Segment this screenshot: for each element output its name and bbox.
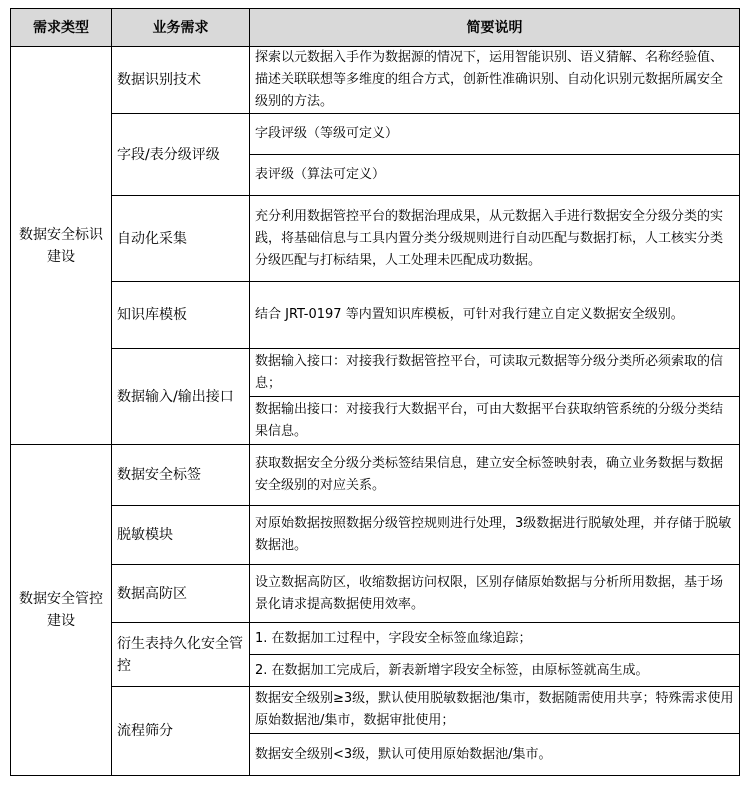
description-cell: 1. 在数据加工过程中，字段安全标签血缘追踪； [250, 623, 740, 655]
table-header-row [11, 9, 740, 47]
business-cell: 脱敏模块 [112, 506, 250, 565]
header-type: 需求类型 [11, 9, 112, 47]
business-cell: 自动化采集 [112, 196, 250, 282]
description-cell: 对原始数据按照数据分级管控规则进行处理，3级数据进行脱敏处理，并存储于脱敏数据池。 [250, 506, 740, 565]
table-row [11, 623, 740, 655]
table-row [11, 47, 740, 114]
table-row [11, 445, 740, 506]
requirements-table [10, 8, 740, 776]
category-cell: 数据安全管控建设 [11, 445, 112, 776]
table-row [11, 506, 740, 565]
category-cell: 数据安全标识建设 [11, 47, 112, 445]
table-row [11, 114, 740, 155]
business-cell: 流程筛分 [112, 687, 250, 776]
table-row [11, 565, 740, 623]
business-cell: 数据安全标签 [112, 445, 250, 506]
description-cell: 数据安全级别<3级，默认可使用原始数据池/集市。 [250, 734, 740, 776]
description-cell: 探索以元数据入手作为数据源的情况下，运用智能识别、语义猜解、名称经验值、描述关联联想等多维度的组合方式，创新性准确识别、自动化识别元数据所属安全级别的方法。 [250, 47, 740, 114]
description-cell: 获取数据安全分级分类标签结果信息，建立安全标签映射表，确立业务数据与数据安全级别的对应关系。 [250, 445, 740, 506]
description-cell: 设立数据高防区，收缩数据访问权限，区别存储原始数据与分析所用数据，基于场景化请求提高数据使用效率。 [250, 565, 740, 623]
table-row [11, 349, 740, 397]
description-cell: 数据输入接口：对接我行数据管控平台，可读取元数据等分级分类所必须索取的信息； [250, 349, 740, 397]
description-cell: 数据输出接口：对接我行大数据平台，可由大数据平台获取纳管系统的分级分类结果信息。 [250, 397, 740, 445]
table-row [11, 687, 740, 734]
business-cell: 数据高防区 [112, 565, 250, 623]
description-cell: 充分利用数据管控平台的数据治理成果，从元数据入手进行数据安全分级分类的实践，将基础信息与工具内置分类分级规则进行自动匹配与数据打标，人工核实分类分级匹配与打标结果，人工处理未匹配成功数据。 [250, 196, 740, 282]
table-row [11, 196, 740, 282]
description-cell: 字段评级（等级可定义） [250, 114, 740, 155]
description-cell: 2. 在数据加工完成后，新表新增字段安全标签，由原标签就高生成。 [250, 655, 740, 687]
header-business: 业务需求 [112, 9, 250, 47]
business-cell: 字段/表分级评级 [112, 114, 250, 196]
description-cell: 表评级（算法可定义） [250, 155, 740, 196]
table-row [11, 282, 740, 349]
business-cell: 知识库模板 [112, 282, 250, 349]
business-cell: 数据输入/输出接口 [112, 349, 250, 445]
business-cell: 衍生表持久化安全管控 [112, 623, 250, 687]
description-cell: 结合 JRT-0197 等内置知识库模板，可针对我行建立自定义数据安全级别。 [250, 282, 740, 349]
description-cell: 数据安全级别≥3级，默认使用脱敏数据池/集市，数据随需使用共享；特殊需求使用原始数据池/集市，数据审批使用； [250, 687, 740, 734]
header-desc: 简要说明 [250, 9, 740, 47]
business-cell: 数据识别技术 [112, 47, 250, 114]
